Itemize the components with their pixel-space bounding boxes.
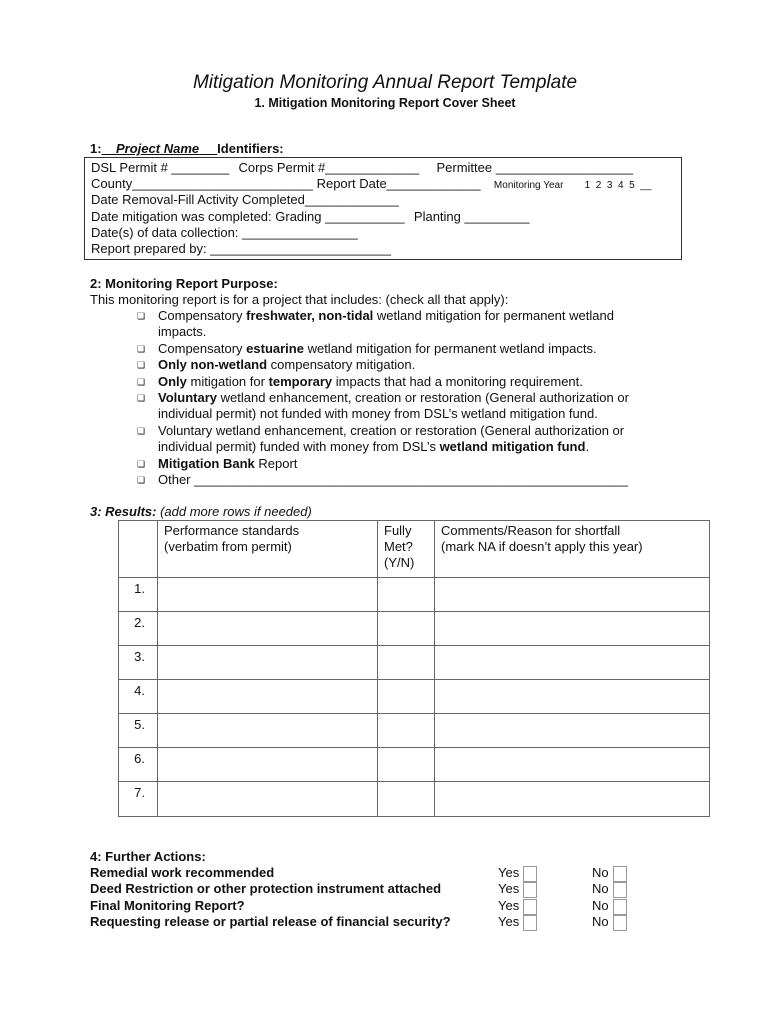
header-blank-cell xyxy=(119,521,158,578)
option-mitigation-bank: Mitigation Bank Report xyxy=(158,456,298,471)
row-number: 6. xyxy=(119,748,158,782)
table-row xyxy=(119,782,710,817)
comment-cell[interactable] xyxy=(435,578,710,612)
comment-cell[interactable] xyxy=(435,646,710,680)
checkbox-remedial-yes[interactable] xyxy=(523,866,537,882)
checkbox-voluntary-funded[interactable]: ❏ xyxy=(137,426,146,436)
comment-cell[interactable] xyxy=(435,782,710,817)
row-number: 5. xyxy=(119,714,158,748)
results-header-row xyxy=(119,521,710,578)
remedial-yes[interactable]: Yes xyxy=(498,865,537,882)
deed-no[interactable]: No xyxy=(592,881,627,898)
option-voluntary-not-funded: Voluntary wetland enhancement, creation or restoration (General authorization or xyxy=(158,390,629,405)
checkbox-final-no[interactable] xyxy=(613,899,627,915)
checkbox-deed-yes[interactable] xyxy=(523,882,537,898)
checkbox-release-no[interactable] xyxy=(613,915,627,931)
option-voluntary-funded: Voluntary wetland enhancement, creation or restoration (General authorization or xyxy=(158,423,625,438)
monitoring-year-label: Monitoring Year xyxy=(493,180,564,191)
table-row xyxy=(119,612,710,646)
section1-number: 1: xyxy=(90,141,102,156)
standard-cell[interactable] xyxy=(158,748,378,782)
permit-line xyxy=(91,160,633,175)
standard-cell[interactable] xyxy=(158,782,378,817)
comment-cell[interactable] xyxy=(435,748,710,782)
dsl-permit-field[interactable]: DSL Permit # ________ xyxy=(91,160,230,175)
permittee-field[interactable]: Permittee ___________________ xyxy=(436,160,634,175)
identifiers-box xyxy=(84,157,682,260)
checkbox-freshwater[interactable]: ❏ xyxy=(137,311,146,321)
comment-cell[interactable] xyxy=(435,680,710,714)
row-number: 7. xyxy=(119,782,158,817)
header-comments: Comments/Reason for shortfall (mark NA if doesn’t apply this year) xyxy=(435,521,710,578)
removal-fill-field[interactable]: Date Removal-Fill Activity Completed_____________ xyxy=(91,192,399,207)
checkbox-release-yes[interactable] xyxy=(523,915,537,931)
option-non-wetland: Only non-wetland compensatory mitigation. xyxy=(158,357,416,372)
question-remedial-work: Remedial work recommended xyxy=(90,865,275,880)
question-final-report: Final Monitoring Report? xyxy=(90,898,245,913)
section1-heading xyxy=(90,141,284,156)
grading-field[interactable]: Date mitigation was completed: Grading ___________ xyxy=(91,209,405,224)
checkbox-mitigation-bank[interactable]: ❏ xyxy=(137,459,146,469)
project-name-label: Project Name xyxy=(116,141,200,156)
header-fully-met: Fully Met? (Y/N) xyxy=(378,521,435,578)
met-cell[interactable] xyxy=(378,646,435,680)
table-row xyxy=(119,714,710,748)
standard-cell[interactable] xyxy=(158,578,378,612)
section3-heading: 3: Results: (add more rows if needed) xyxy=(90,504,312,519)
county-line xyxy=(91,176,651,191)
results-table xyxy=(118,520,710,817)
header-performance-standards: Performance standards (verbatim from permit) xyxy=(158,521,378,578)
met-cell[interactable] xyxy=(378,578,435,612)
data-collection-field[interactable]: Date(s) of data collection: ________________ xyxy=(91,225,358,240)
checkbox-deed-no[interactable] xyxy=(613,882,627,898)
comment-cell[interactable] xyxy=(435,714,710,748)
question-deed-restriction: Deed Restriction or other protection instrument attached xyxy=(90,881,442,896)
corps-permit-field[interactable]: Corps Permit #_____________ xyxy=(238,160,420,175)
met-cell[interactable] xyxy=(378,680,435,714)
county-field[interactable]: County_________________________ xyxy=(91,176,313,191)
option-freshwater: Compensatory freshwater, non-tidal wetland mitigation for permanent wetland xyxy=(158,308,614,323)
option-other[interactable]: Other ____________________________________________________________ xyxy=(158,472,628,487)
row-number: 2. xyxy=(119,612,158,646)
option-estuarine: Compensatory estuarine wetland mitigation for permanent wetland impacts. xyxy=(158,341,597,356)
met-cell[interactable] xyxy=(378,782,435,817)
checkbox-non-wetland[interactable]: ❏ xyxy=(137,360,146,370)
met-cell[interactable] xyxy=(378,714,435,748)
standard-cell[interactable] xyxy=(158,612,378,646)
option-voluntary-funded-cont: individual permit) funded with money from DSL’s wetland mitigation fund. xyxy=(158,439,590,454)
option-temporary: Only mitigation for temporary impacts that had a monitoring requirement. xyxy=(158,374,583,389)
table-row xyxy=(119,646,710,680)
prepared-by-field[interactable]: Report prepared by: _________________________ xyxy=(91,241,391,256)
planting-field[interactable]: Planting _________ xyxy=(413,209,530,224)
checkbox-temporary[interactable]: ❏ xyxy=(137,377,146,387)
section2-intro: This monitoring report is for a project that includes: (check all that apply): xyxy=(90,292,509,307)
monitoring-year-options[interactable]: 1 2 3 4 5 __ xyxy=(584,180,652,191)
met-cell[interactable] xyxy=(378,748,435,782)
final-no[interactable]: No xyxy=(592,898,627,915)
deed-yes[interactable]: Yes xyxy=(498,881,537,898)
checkbox-voluntary-not-funded[interactable]: ❏ xyxy=(137,393,146,403)
row-number: 4. xyxy=(119,680,158,714)
table-row xyxy=(119,748,710,782)
row-number: 3. xyxy=(119,646,158,680)
standard-cell[interactable] xyxy=(158,680,378,714)
comment-cell[interactable] xyxy=(435,612,710,646)
document-title: Mitigation Monitoring Annual Report Template xyxy=(192,72,578,93)
standard-cell[interactable] xyxy=(158,646,378,680)
document-subtitle: 1. Mitigation Monitoring Report Cover Sheet xyxy=(254,96,516,110)
mitigation-dates-line xyxy=(91,209,530,224)
section4-heading: 4: Further Actions: xyxy=(90,849,206,864)
checkbox-remedial-no[interactable] xyxy=(613,866,627,882)
checkbox-other[interactable]: ❏ xyxy=(137,475,146,485)
identifiers-label: Identifiers: xyxy=(217,141,284,156)
remedial-no[interactable]: No xyxy=(592,865,627,882)
checkbox-estuarine[interactable]: ❏ xyxy=(137,344,146,354)
release-no[interactable]: No xyxy=(592,914,627,931)
met-cell[interactable] xyxy=(378,612,435,646)
final-yes[interactable]: Yes xyxy=(498,898,537,915)
option-voluntary-not-funded-cont: individual permit) not funded with money from DSL’s wetland mitigation fund. xyxy=(158,406,598,421)
table-row xyxy=(119,578,710,612)
row-number: 1. xyxy=(119,578,158,612)
question-release-security: Requesting release or partial release of financial security? xyxy=(90,914,451,929)
checkbox-final-yes[interactable] xyxy=(523,899,537,915)
release-yes[interactable]: Yes xyxy=(498,914,537,931)
standard-cell[interactable] xyxy=(158,714,378,748)
table-row xyxy=(119,680,710,714)
section2-heading: 2: Monitoring Report Purpose: xyxy=(90,276,278,291)
option-freshwater-cont: impacts. xyxy=(158,324,207,339)
report-date-field[interactable]: Report Date_____________ xyxy=(316,176,481,191)
